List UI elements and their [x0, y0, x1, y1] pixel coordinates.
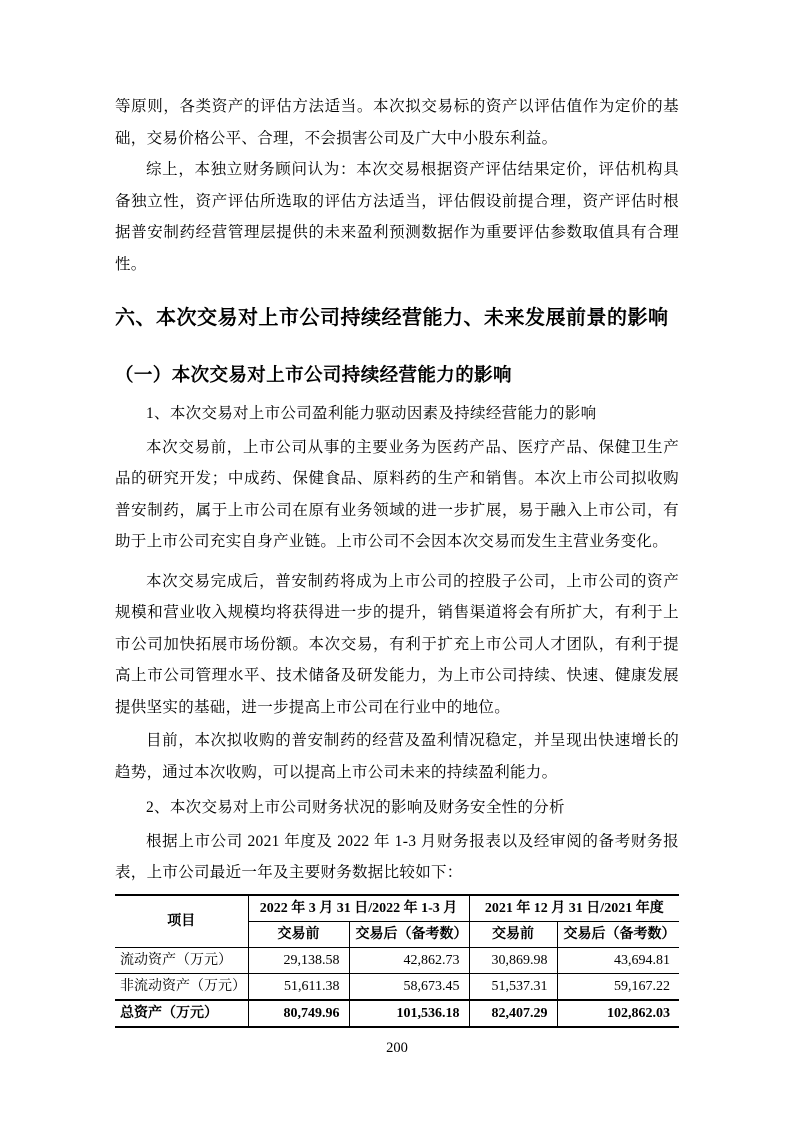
cell-value: 51,537.31	[469, 973, 557, 1000]
paragraph-before-deal: 本次交易前，上市公司从事的主要业务为医药产品、医疗产品、保健卫生产品的研究开发；中成药、保健食品、原料药的生产和销售。本次上市公司拟收购普安制药，属于上市公司在原有业务领域的进一步扩展，易于融入上市公司，有助于上市公司充实自身产业链。上市公司不会因本次交易而发生主营业务变化。	[115, 438, 679, 550]
paragraph-advisor-summary: 综上，本独立财务顾问认为：本次交易根据资产评估结果定价，评估机构具备独立性，资产评估所选取的评估方法适当，评估假设前提合理，资产评估时根据普安制药经营管理层提供的未来盈利预测数据作为重要评估参数取值具有合理性。	[115, 161, 679, 273]
page-number: 200	[386, 1039, 408, 1056]
financial-comparison-table	[115, 894, 679, 1028]
table-row-noncurrent-assets	[115, 973, 679, 1000]
cell-value: 51,611.38	[248, 973, 349, 1000]
paragraph-table-intro: 根据上市公司 2021 年度及 2022 年 1-3 月财务报表以及经审阅的备考财务报表，上市公司最近一年及主要财务数据比较如下：	[115, 832, 679, 881]
header-item-column: 项目	[115, 895, 248, 948]
subsection-heading: （一）本次交易对上市公司持续经营能力的影响	[115, 364, 512, 385]
header-post-2022: 交易后（备考数）	[349, 921, 469, 947]
cell-value: 59,167.22	[557, 973, 679, 1000]
header-post-2021: 交易后（备考数）	[557, 921, 679, 947]
header-group-2021: 2021 年 12 月 31 日/2021 年度	[469, 895, 679, 922]
cell-value: 29,138.58	[248, 947, 349, 973]
cell-value: 82,407.29	[469, 1000, 557, 1027]
row-label: 流动资产（万元）	[115, 947, 248, 973]
cell-value: 58,673.45	[349, 973, 469, 1000]
paragraph-continuation: 等原则，各类资产的评估方法适当。本次拟交易标的资产以评估值作为定价的基础，交易价格公平、合理，不会损害公司及广大中小股东利益。	[115, 98, 679, 147]
paragraph-current-status: 目前，本次拟收购的普安制药的经营及盈利情况稳定，并呈现出快速增长的趋势，通过本次收购，可以提高上市公司未来的持续盈利能力。	[115, 732, 679, 781]
table-header-row-groups	[115, 895, 679, 922]
cell-value: 42,862.73	[349, 947, 469, 973]
table-row-current-assets	[115, 947, 679, 973]
cell-value: 30,869.98	[469, 947, 557, 973]
item-1-title: 1、本次交易对上市公司盈利能力驱动因素及持续经营能力的影响	[146, 405, 597, 422]
cell-value: 43,694.81	[557, 947, 679, 973]
cell-value: 101,536.18	[349, 1000, 469, 1027]
section-heading: 六、本次交易对上市公司持续经营能力、未来发展前景的影响	[115, 307, 669, 329]
table-row-total-assets	[115, 1000, 679, 1027]
item-2-title: 2、本次交易对上市公司财务状况的影响及财务安全性的分析	[146, 799, 565, 816]
header-group-2022: 2022 年 3 月 31 日/2022 年 1-3 月	[248, 895, 469, 922]
cell-value: 80,749.96	[248, 1000, 349, 1027]
paragraph-after-deal: 本次交易完成后，普安制药将成为上市公司的控股子公司，上市公司的资产规模和营业收入规模均将获得进一步的提升，销售渠道将会有所扩大，有利于上市公司加快拓展市场份额。本次交易，有利于扩充上市公司人才团队，有利于提高上市公司管理水平、技术储备及研发能力，为上市公司持续、快速、健康发展提供坚实的基础，进一步提高上市公司在行业中的地位。	[115, 572, 679, 716]
row-label: 总资产（万元）	[115, 1000, 248, 1027]
header-pre-2022: 交易前	[248, 921, 349, 947]
row-label: 非流动资产（万元）	[115, 973, 248, 1000]
header-pre-2021: 交易前	[469, 921, 557, 947]
cell-value: 102,862.03	[557, 1000, 679, 1027]
